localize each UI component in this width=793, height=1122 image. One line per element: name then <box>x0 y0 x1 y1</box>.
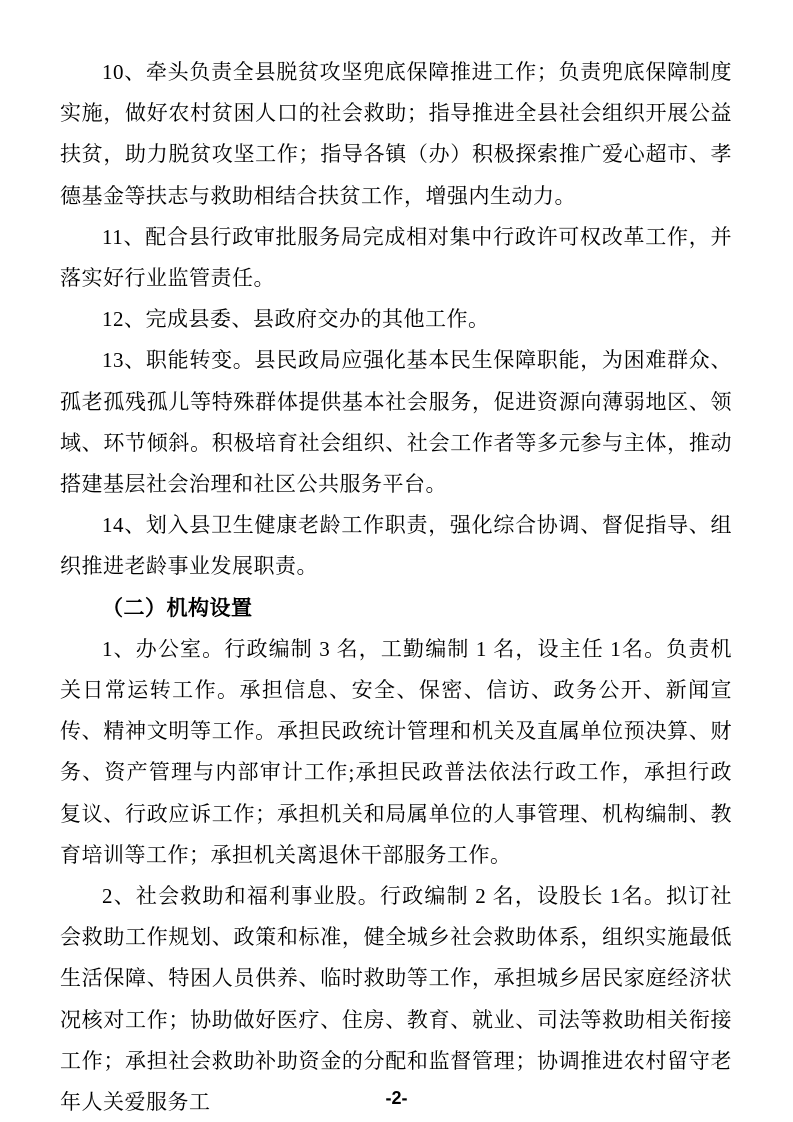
paragraph-item-10: 10、牵头负责全县脱贫攻坚兜底保障推进工作；负责兜底保障制度实施，做好农村贫困人口的社会救助；指导推进全县社会组织开展公益扶贫，助力脱贫攻坚工作；指导各镇（办）积极探索推广爱心超市、孝德基金等扶志与救助相结合扶贫工作，增强内生动力。 <box>60 60 732 208</box>
paragraph-item-13: 13、职能转变。县民政局应强化基本民生保障职能，为困难群众、孤老孤残孤儿等特殊群体提供基本社会服务，促进资源向薄弱地区、领域、环节倾斜。积极培育社会组织、社会工作者等多元参与主体，推动搭建基层社会治理和社区公共服务平台。 <box>60 348 732 497</box>
page-number: -2- <box>385 1088 408 1108</box>
paragraph-office: 1、办公室。行政编制 3 名，工勤编制 1 名，设主任 1名。负责机关日常运转工作。承担信息、安全、保密、信访、政务公开、新闻宣传、精神文明等工作。承担民政统计管理和机关及直属单位预决算、财务、资产管理与内部审计工作;承担民政普法依法行政工作，承担行政复议、行政应诉工作；承担机关和局属单位的人事管理、机构编制、教育培训等工作；承担机关离退休干部服务工作。 <box>60 636 732 867</box>
paragraph-item-12: 12、完成县委、县政府交办的其他工作。 <box>102 307 490 332</box>
paragraph-item-14: 14、划入县卫生健康老龄工作职责，强化综合协调、督促指导、组织推进老龄事业发展职责。 <box>60 513 732 579</box>
section-heading-organization-setup: （二）机构设置 <box>102 595 253 620</box>
paragraph-social-assistance: 2、社会救助和福利事业股。行政编制 2 名，设股长 1名。拟订社会救助工作规划、政策和标准，健全城乡社会救助体系，组织实施最低生活保障、特困人员供养、临时救助等工作，承担城乡居民家庭经济状况核对工作；协助做好医疗、住房、教育、就业、司法等救助相关衔接工作；承担社会救助补助资金的分配和监督管理；协调推进农村留守老年人关爱服务工 <box>60 884 732 1115</box>
document-body <box>60 52 732 1122</box>
paragraph-item-11: 11、配合县行政审批服务局完成相对集中行政许可权改革工作，并落实好行业监管责任。 <box>60 224 732 291</box>
